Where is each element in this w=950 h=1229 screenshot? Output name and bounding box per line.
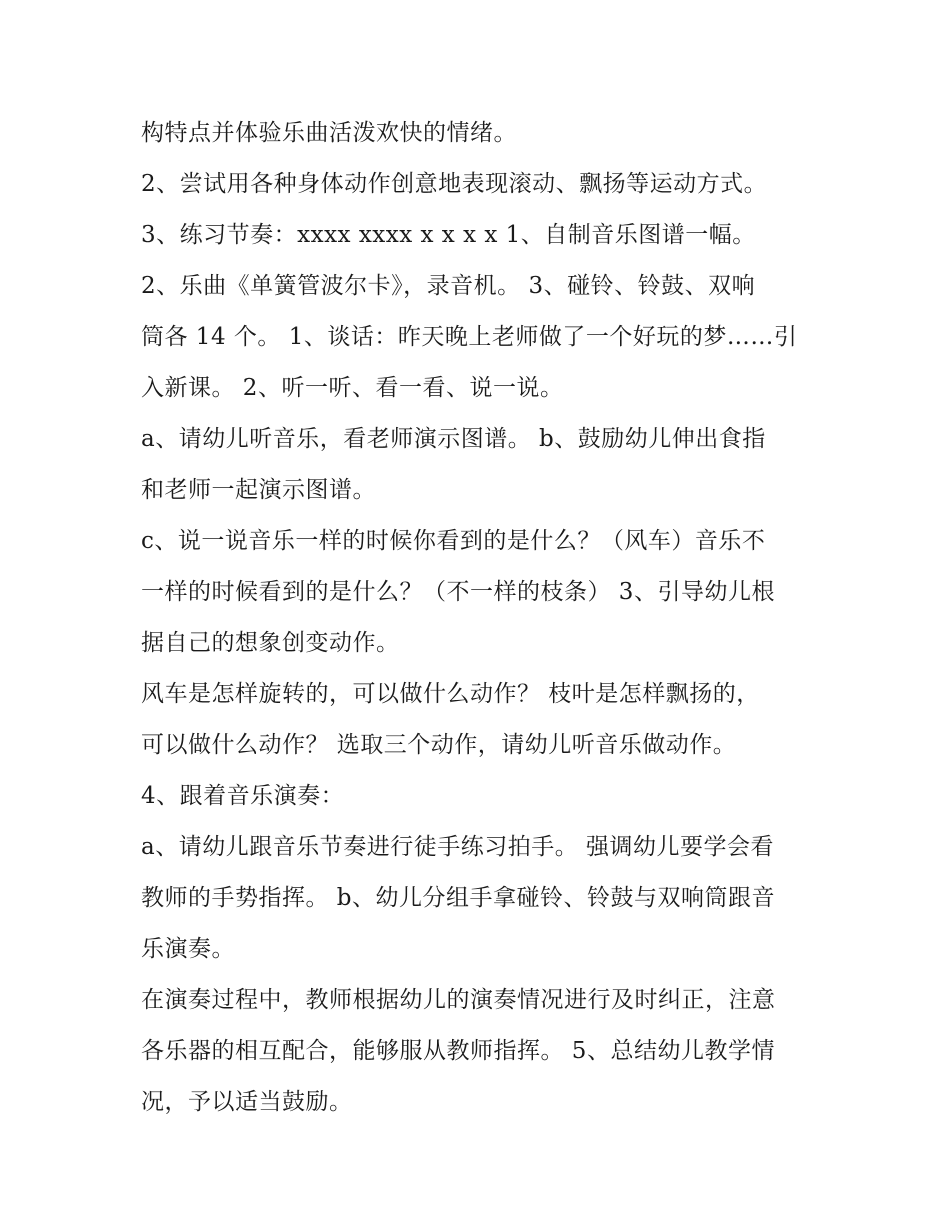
text-line: 风车是怎样旋转的，可以做什么动作？ 枝叶是怎样飘扬的， [141,681,760,707]
text-line: c、说一说音乐一样的时候你看到的是什么？（风车）音乐不 [141,528,766,554]
text-line: 教师的手势指挥。 b、幼儿分组手拿碰铃、铃鼓与双响筒跟音 [141,885,776,911]
text-line: 乐演奏。 [141,936,235,962]
text-line: 2、乐曲《单簧管波尔卡》，录音机。 3、碰铃、铃鼓、双响 [141,273,756,299]
text-line: 入新课。 2、听一听、看一看、说一说。 [141,375,564,401]
text-line: a、请幼儿跟音乐节奏进行徒手练习拍手。 强调幼儿要学会看 [141,834,775,860]
text-line: 据自己的想象创变动作。 [141,630,400,656]
text-line: 一样的时候看到的是什么？（不一样的枝条） 3、引导幼儿根 [141,579,775,605]
text-line: 筒各 14 个。 1、谈话：昨天晚上老师做了一个好玩的梦……引 [141,324,798,350]
text-line: 可以做什么动作？ 选取三个动作，请幼儿听音乐做动作。 [141,732,737,758]
document-body [141,108,821,1128]
text-line: 2、尝试用各种身体动作创意地表现滚动、飘扬等运动方式。 [141,171,768,197]
text-line: 构特点并体验乐曲活泼欢快的情绪。 [141,120,517,146]
text-line: 3、练习节奏：xxxx xxxx x x x x 1、自制音乐图谱一幅。 [141,222,756,248]
text-line: 4、跟着音乐演奏： [141,783,345,809]
text-line: 在演奏过程中，教师根据幼儿的演奏情况进行及时纠正，注意 [141,987,776,1013]
text-line: a、请幼儿听音乐，看老师演示图谱。 b、鼓励幼儿伸出食指 [141,426,766,452]
text-line: 各乐器的相互配合，能够服从教师指挥。 5、总结幼儿教学情 [141,1038,775,1064]
text-line: 况，予以适当鼓励。 [141,1089,353,1115]
text-line: 和老师一起演示图谱。 [141,477,376,503]
